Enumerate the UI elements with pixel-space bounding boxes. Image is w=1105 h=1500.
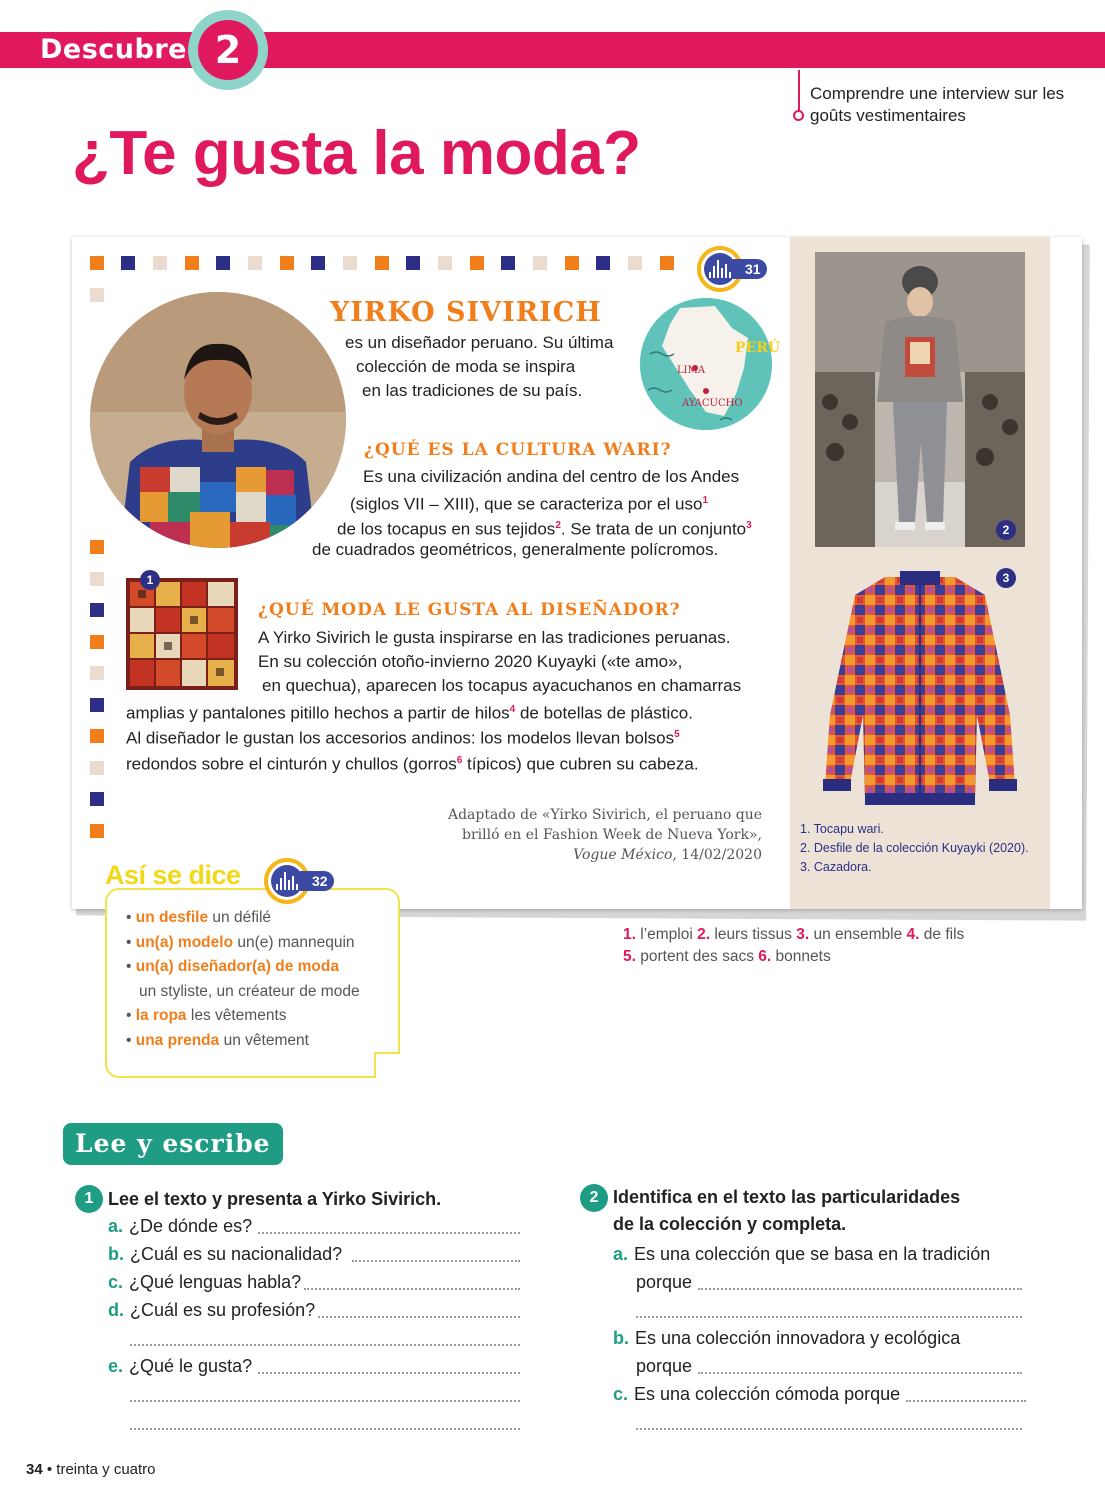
note-ref-4: 4 <box>509 704 516 715</box>
footnotes: 1. l’emploi 2. leurs tissus 3. un ensemble 4. de fils 5. portent des sacs 6. bonnets <box>623 926 965 965</box>
ex2-item-c: c. Es una colección cómoda porque <box>613 1384 901 1404</box>
ex1-question-a: a. ¿De dónde es? <box>108 1216 253 1236</box>
q1-line-4: de cuadrados geométricos, generalmente polícromos. <box>312 540 719 559</box>
exercise-1-heading: Lee el texto y presenta a Yirko Sivirich. <box>108 1189 442 1209</box>
designer-name: YIRKO SIVIRICH <box>330 297 602 328</box>
objective-line <box>798 70 800 114</box>
q2-line-5: Al diseñador le gustan los accesorios andinos: los modelos llevan bolsos$^5$ <box>126 728 680 748</box>
ex2-item-b: b. Es una colección innovadora y ecológica <box>613 1328 961 1348</box>
answer-line[interactable] <box>304 1288 520 1290</box>
vocabulary-list <box>126 906 360 1053</box>
note-ref-3: 3 <box>746 520 752 531</box>
question-1-title: ¿QUÉ ES LA CULTURA WARI? <box>364 440 672 460</box>
answer-line[interactable] <box>636 1428 1022 1430</box>
page-number: 34 <box>26 1461 43 1478</box>
note-ref-6: 6 <box>456 755 463 766</box>
section-label: Descubre <box>40 34 187 65</box>
audio-track-number: 31 <box>733 259 767 279</box>
peru-map <box>640 298 772 430</box>
map-city-ayacucho: AYACUCHO <box>682 398 743 409</box>
vocabulary-title: Así se dice <box>105 860 241 890</box>
q1-line-2: (siglos VII – XIII), que se caracteriza por el uso$^1$ <box>350 494 708 514</box>
page-footer: 34 • treinta y cuatro <box>26 1461 156 1478</box>
answer-line[interactable] <box>130 1428 520 1430</box>
list-item: • una prenda un vêtement <box>126 1031 309 1049</box>
photo-number-1: 1 <box>140 570 160 590</box>
answer-line[interactable] <box>698 1288 1022 1290</box>
q1-line-1: Es una civilización andina del centro de los Andes <box>363 467 740 486</box>
answer-line[interactable] <box>352 1260 520 1262</box>
answer-line[interactable] <box>258 1232 520 1234</box>
answer-line[interactable] <box>130 1344 520 1346</box>
q2-line-2: En su colección otoño-invierno 2020 Kuyayki («te amo», <box>258 652 683 671</box>
designer-portrait <box>90 292 346 548</box>
q2-line-6: redondos sobre el cinturón y chullos (gorros$^6$ típicos) que cubren su cabeza. <box>126 754 699 774</box>
q2-line-3: en quechua), aparecen los tocapus ayacuchanos en chamarras <box>262 676 742 695</box>
ex1-question-d: d. ¿Cuál es su profesión? <box>108 1300 316 1320</box>
ex1-question-b: b. ¿Cuál es su nacionalidad? <box>108 1244 343 1264</box>
q2-line-1: A Yirko Sivirich le gusta inspirarse en las tradiciones peruanas. <box>258 628 731 647</box>
answer-line[interactable] <box>130 1400 520 1402</box>
lee-y-escribe-label: Lee y escribe <box>63 1123 283 1165</box>
photo-number-3: 3 <box>996 568 1016 588</box>
list-item: • un(a) modelo un(e) mannequin <box>126 933 355 951</box>
q1-line-3: de los tocapus en sus tejidos$^2$. Se trata de un conjunto$^3$ <box>337 519 752 539</box>
q2-line-4: amplias y pantalones pitillo hechos a partir de hilos$^4$ de botellas de plástico. <box>126 703 693 723</box>
answer-line[interactable] <box>906 1400 1026 1402</box>
answer-line[interactable] <box>636 1316 1022 1318</box>
intro-line-3: en las tradiciones de su país. <box>362 381 583 400</box>
map-country-label: PERÚ <box>735 340 781 356</box>
section-number-badge <box>188 10 268 90</box>
ex2-item-a: a. Es una colección que se basa en la tradición <box>613 1244 991 1264</box>
jacket-photo <box>815 565 1025 815</box>
page-number-words: treinta y cuatro <box>56 1461 156 1478</box>
answer-line[interactable] <box>318 1316 520 1318</box>
note-ref-5: 5 <box>674 729 680 740</box>
list-item: • la ropa les vêtements <box>126 1007 287 1024</box>
ex1-question-e: e. ¿Qué le gusta? <box>108 1356 253 1376</box>
intro-line-1: es un diseñador peruano. Su última <box>345 333 614 352</box>
map-city-lima: LIMA <box>677 365 706 376</box>
photo-captions: 1. Tocapu wari. 2. Desfile de la colección Kuyayki (2020). 3. Cazadora. <box>800 822 1029 874</box>
audio-track-number: 32 <box>300 871 334 891</box>
exercise-2-number: 2 <box>580 1184 608 1212</box>
exercise-1-number: 1 <box>75 1185 103 1213</box>
intro-line-2: colección de moda se inspira <box>356 357 576 376</box>
question-2-title: ¿QUÉ MODA LE GUSTA AL DISEÑADOR? <box>258 600 681 620</box>
answer-line[interactable] <box>698 1372 1022 1374</box>
ex2-item-a-cont: porque <box>636 1272 693 1292</box>
page-title: ¿Te gusta la moda? <box>72 119 641 188</box>
exercise-2-heading: Identifica en el texto las particularidades de la colección y completa. <box>613 1187 961 1234</box>
objective-text: Comprendre une interview sur les goûts vestimentaires <box>810 84 1065 125</box>
photo-number-2: 2 <box>996 520 1016 540</box>
tocapu-textile-photo <box>126 578 238 690</box>
ex2-item-b-cont: porque <box>636 1356 693 1376</box>
ex1-question-c: c. ¿Qué lenguas habla? <box>108 1272 302 1292</box>
answer-line[interactable] <box>258 1372 520 1374</box>
note-ref-2: 2 <box>555 520 561 531</box>
list-item: • un(a) diseñador(a) de moda <box>126 958 339 975</box>
source-credit: Adaptado de «Yirko Sivirich, el peruano que brilló en el Fashion Week de Nueva York», Vogue México, 14/02/2020 <box>447 807 762 863</box>
list-item: • un desfile un défilé <box>126 909 272 926</box>
runway-photo <box>815 252 1025 547</box>
objective-dot <box>793 110 804 121</box>
list-item: un styliste, un créateur de mode <box>139 982 360 1000</box>
section-number: 2 <box>198 20 258 80</box>
note-ref-1: 1 <box>702 495 708 506</box>
